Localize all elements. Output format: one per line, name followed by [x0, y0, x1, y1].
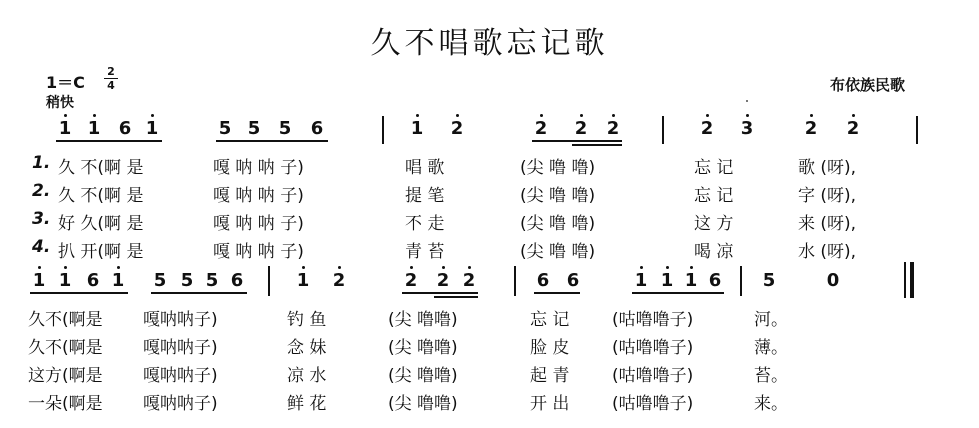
lyric-segment: 来。 [754, 394, 788, 414]
octave-dot [666, 266, 669, 269]
note: 0 [826, 270, 840, 291]
key-signature: 1＝C [46, 73, 85, 92]
note: 6 [566, 270, 580, 291]
lyric-segment: 嘎 呐 呐 子) [213, 158, 304, 178]
lyric-segment: 开 出 [530, 394, 570, 414]
lyric-segment: 久 不(啊 是 [58, 158, 144, 178]
note: 2 [404, 270, 418, 291]
octave-dot [706, 114, 709, 117]
lyric-segment: 喝 凉 [694, 242, 734, 262]
bar-line [514, 266, 516, 296]
octave-dot [690, 266, 693, 269]
verse-number: 2. [32, 181, 51, 201]
note: 2 [846, 118, 860, 139]
lyric-segment: 忘 记 [694, 158, 734, 178]
lyric-segment: 唱 歌 [405, 158, 445, 178]
lyric-segment: 久不(啊是 [28, 338, 103, 358]
lyric-segment: (咕噜噜子) [612, 394, 694, 414]
note: 6 [310, 118, 324, 139]
note: 6 [536, 270, 550, 291]
note: 6 [708, 270, 722, 291]
note: 1 [111, 270, 125, 291]
note: 2 [450, 118, 464, 139]
note: 2 [804, 118, 818, 139]
verse-number: 1. [32, 153, 51, 173]
octave-dot [580, 114, 583, 117]
lyric-segment: (咕噜噜子) [612, 366, 694, 386]
note: 5 [180, 270, 194, 291]
note: 1 [87, 118, 101, 139]
beam [534, 292, 580, 294]
note: 2 [700, 118, 714, 139]
lyric-segment: (尖 噜噜) [388, 338, 458, 358]
beam [632, 292, 724, 294]
lyric-segment: (咕噜噜子) [612, 310, 694, 330]
octave-dot [852, 114, 855, 117]
note: 2 [332, 270, 346, 291]
beam [151, 292, 247, 294]
octave-dot [151, 114, 154, 117]
lyric-segment: 提 笔 [405, 186, 445, 206]
lyric-segment: 忘 记 [530, 310, 570, 330]
time-signature [104, 66, 118, 91]
lyric-segment: 凉 水 [287, 366, 327, 386]
lyric-segment: (尖 噜噜) [388, 366, 458, 386]
note: 2 [462, 270, 476, 291]
note: 5 [278, 118, 292, 139]
octave-dot [540, 114, 543, 117]
final-bar-thin [904, 262, 906, 298]
lyric-segment: 不 走 [405, 214, 445, 234]
beam [30, 292, 128, 294]
verse-number: 3. [32, 209, 51, 229]
octave-dot [456, 114, 459, 117]
bar-line [740, 266, 742, 296]
note: 1 [684, 270, 698, 291]
lyric-segment: 钓 鱼 [287, 310, 327, 330]
note: 5 [247, 118, 261, 139]
octave-dot [117, 266, 120, 269]
beam [216, 140, 328, 142]
note: 1 [634, 270, 648, 291]
note: 1 [410, 118, 424, 139]
note: 6 [86, 270, 100, 291]
bar-line [916, 116, 918, 144]
note: 2 [436, 270, 450, 291]
lyric-segment: 嘎呐呐子) [143, 338, 218, 358]
octave-dot [64, 266, 67, 269]
lyric-segment: 念 妹 [287, 338, 327, 358]
lyric-segment: 河。 [754, 310, 788, 330]
lyric-segment: 嘎呐呐子) [143, 366, 218, 386]
note: 1 [32, 270, 46, 291]
lyric-segment: 歌 (呀), [798, 158, 857, 178]
lyric-segment: 久不(啊是 [28, 310, 103, 330]
octave-dot [416, 114, 419, 117]
song-title: 久不唱歌忘记歌 [370, 26, 609, 61]
lyric-segment: 水 (呀), [798, 242, 857, 262]
note: 5 [218, 118, 232, 139]
note: 6 [118, 118, 132, 139]
octave-dot [468, 266, 471, 269]
lyric-segment: 薄。 [754, 338, 788, 358]
lyric-segment: (尖 噜噜) [388, 310, 458, 330]
octave-dot [410, 266, 413, 269]
lyric-segment: 嘎呐呐子) [143, 394, 218, 414]
note: 5 [205, 270, 219, 291]
lyric-segment: 这方(啊是 [28, 366, 103, 386]
lyric-segment: 脸 皮 [530, 338, 570, 358]
octave-dot [38, 266, 41, 269]
note: 1 [58, 118, 72, 139]
lyric-segment: 字 (呀), [798, 186, 857, 206]
octave-dot [302, 266, 305, 269]
lyric-segment: 嘎呐呐子) [143, 310, 218, 330]
note: 2 [534, 118, 548, 139]
stray-dot [746, 100, 748, 102]
lyric-segment: (尖 噜 噜) [520, 186, 596, 206]
meter-top: 2 [107, 65, 115, 78]
beam [572, 144, 622, 146]
octave-dot [746, 114, 749, 117]
lyric-segment: 好 久(啊 是 [58, 214, 144, 234]
lyric-segment: 久 不(啊 是 [58, 186, 144, 206]
octave-dot [640, 266, 643, 269]
lyric-segment: 这 方 [694, 214, 734, 234]
lyric-segment: 忘 记 [694, 186, 734, 206]
lyric-segment: (尖 噜噜) [388, 394, 458, 414]
octave-dot [338, 266, 341, 269]
bar-line [268, 266, 270, 296]
lyric-segment: (尖 噜 噜) [520, 158, 596, 178]
note: 1 [145, 118, 159, 139]
lyric-segment: 嘎 呐 呐 子) [213, 242, 304, 262]
octave-dot [810, 114, 813, 117]
note: 1 [660, 270, 674, 291]
tempo-marking: 稍快 [46, 95, 74, 111]
final-bar-thick [910, 262, 914, 298]
lyric-segment: 鲜 花 [287, 394, 327, 414]
note: 6 [230, 270, 244, 291]
note: 5 [153, 270, 167, 291]
lyric-segment: 嘎 呐 呐 子) [213, 186, 304, 206]
bar-line [662, 116, 664, 144]
lyric-segment: 来 (呀), [798, 214, 857, 234]
beam [56, 140, 162, 142]
note: 3 [740, 118, 754, 139]
octave-dot [612, 114, 615, 117]
verse-number: 4. [32, 237, 51, 257]
octave-dot [93, 114, 96, 117]
bar-line [382, 116, 384, 144]
beam [434, 296, 478, 298]
beam [402, 292, 478, 294]
song-source: 布依族民歌 [830, 76, 906, 94]
note: 1 [58, 270, 72, 291]
beam [532, 140, 622, 142]
lyric-segment: 扒 开(啊 是 [58, 242, 144, 262]
lyric-segment: 嘎 呐 呐 子) [213, 214, 304, 234]
note: 2 [606, 118, 620, 139]
lyric-segment: (尖 噜 噜) [520, 242, 596, 262]
octave-dot [442, 266, 445, 269]
lyric-segment: 苔。 [754, 366, 788, 386]
lyric-segment: 一朵(啊是 [28, 394, 103, 414]
meter-bottom: 4 [107, 79, 115, 92]
octave-dot [64, 114, 67, 117]
note: 1 [296, 270, 310, 291]
lyric-segment: (咕噜噜子) [612, 338, 694, 358]
lyric-segment: (尖 噜 噜) [520, 214, 596, 234]
lyric-segment: 起 青 [530, 366, 570, 386]
note: 5 [762, 270, 776, 291]
lyric-segment: 青 苔 [405, 242, 445, 262]
note: 2 [574, 118, 588, 139]
